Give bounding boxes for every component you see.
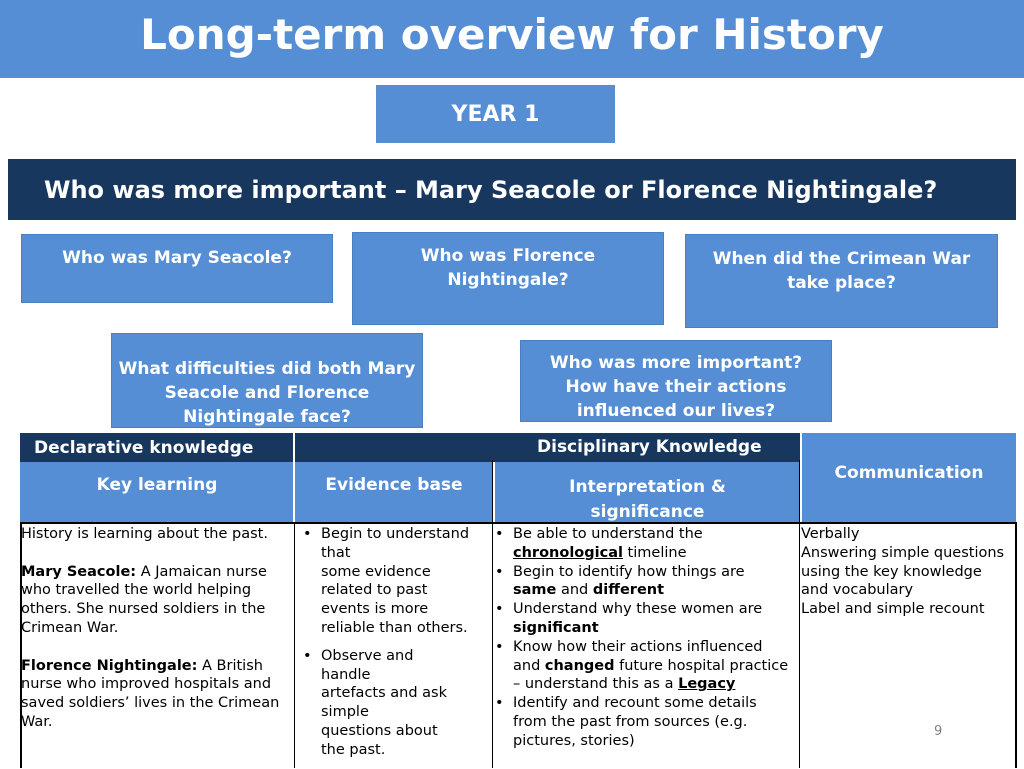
main-question: Who was more important – Mary Seacole or Florence Nightingale? [8, 159, 1016, 220]
key-learning-header: Key learning [20, 462, 294, 523]
evidence-line: • Observe and [321, 647, 414, 664]
question-line: When did the Crimean War [712, 249, 971, 269]
florence-nightingale-fact [21, 657, 291, 732]
key-learning-cell [21, 525, 291, 751]
column-divider [799, 460, 800, 768]
column-divider [294, 522, 295, 768]
interpretation-line [513, 581, 798, 600]
interpretation-line [513, 657, 798, 676]
evidence-line: related to past [321, 582, 428, 599]
question-box-florence-nightingale [352, 232, 664, 325]
interpretation-text: future hospital practice [614, 657, 789, 674]
interpretation-header [495, 462, 800, 523]
question-line: influenced our lives? [576, 401, 776, 421]
interpretation-text: and [513, 657, 545, 674]
communication-line: Answering simple questions [801, 544, 1005, 561]
interpretation-cell [492, 525, 798, 751]
question-line: Who was Mary Seacole? [62, 248, 292, 268]
interpretation-line [513, 619, 798, 638]
header-line: Interpretation & [569, 477, 726, 497]
communication-cell [801, 525, 1015, 619]
page-number: 9 [934, 724, 943, 739]
question-line: What difficulties did both Mary [118, 359, 416, 379]
interpretation-item [492, 563, 798, 601]
evidence-line: simple [321, 704, 369, 721]
question-line: Seacole and Florence [164, 383, 370, 403]
keyword-significant: significant [513, 619, 599, 636]
header-line: significance [590, 502, 705, 522]
interpretation-line [513, 544, 798, 563]
interpretation-item [492, 600, 798, 638]
evidence-line: events is more [321, 601, 429, 618]
question-box-difficulties [111, 333, 423, 428]
florence-label: Florence Nightingale: [21, 657, 198, 674]
interpretation-line: from the past from sources (e.g. [513, 713, 748, 730]
interpretation-line [513, 675, 798, 694]
question-line: Who was more important? [549, 353, 803, 373]
communication-line: Verbally [801, 526, 860, 542]
communication-header: Communication [800, 433, 1016, 523]
table-border [1015, 522, 1017, 768]
evidence-line: the past. [321, 741, 386, 758]
keyword-same: same [513, 582, 557, 599]
evidence-line: handle [321, 666, 371, 683]
interpretation-line: • Understand why these women are [513, 601, 763, 618]
evidence-item [300, 647, 492, 760]
page-title: Long-term overview for History [140, 10, 884, 59]
communication-line: Label and simple recount [801, 601, 985, 618]
table-border [20, 522, 1016, 524]
evidence-item [300, 525, 492, 638]
interpretation-line: • Identify and recount some details [513, 695, 757, 712]
interpretation-line: • Begin to identify how things are [513, 563, 745, 580]
interpretation-line: pictures, stories) [513, 732, 635, 749]
florence-text: A British nurse who improved hospitals and saved soldiers’ lives in the Crimean War. [21, 657, 280, 730]
question-line: Who was Florence [420, 246, 596, 266]
mary-seacole-fact [21, 563, 291, 638]
keyword-different: different [592, 582, 665, 599]
interpretation-item [492, 525, 798, 563]
question-line: How have their actions [565, 377, 787, 397]
year-label: YEAR 1 [376, 85, 615, 143]
interpretation-item [492, 694, 798, 750]
evidence-line: reliable than others. [321, 619, 468, 636]
evidence-base-header: Evidence base [295, 462, 493, 523]
disciplinary-knowledge-header: Disciplinary Knowledge [537, 437, 762, 457]
evidence-line: • Begin to understand [321, 526, 470, 542]
evidence-base-cell [300, 525, 492, 769]
mary-label: Mary Seacole: [21, 563, 137, 580]
header-divider [293, 433, 295, 523]
keyword-chronological: chronological [513, 544, 623, 561]
question-line: Nightingale? [447, 270, 569, 290]
interpretation-text: timeline [622, 544, 687, 561]
question-line: Nightingale face? [183, 407, 351, 427]
communication-line: using the key knowledge [801, 563, 982, 580]
evidence-line: artefacts and ask [321, 685, 447, 702]
keyword-legacy: Legacy [678, 676, 736, 693]
interpretation-item [492, 638, 798, 694]
interpretation-line: • Know how their actions influenced [513, 638, 763, 655]
communication-line: and vocabulary [801, 582, 914, 599]
question-box-mary-seacole [21, 234, 333, 303]
interpretation-text: – understand this as a [513, 676, 679, 693]
title-bar [0, 0, 1024, 78]
mary-text: A Jamaican nurse who travelled the world helping others. She nursed soldiers in the Crimean War. [21, 563, 267, 636]
keyword-changed: changed [544, 657, 615, 674]
evidence-line: questions about [321, 722, 438, 739]
question-box-crimean-war [685, 234, 998, 328]
evidence-line: that [321, 544, 351, 561]
key-learning-intro: History is learning about the past. [21, 526, 268, 542]
question-box-more-important [520, 340, 832, 422]
evidence-line: some evidence [321, 563, 431, 580]
interpretation-line: • Be able to understand the [513, 526, 703, 542]
interpretation-text: and [556, 582, 593, 599]
declarative-knowledge-header: Declarative knowledge [34, 438, 254, 458]
question-line: take place? [787, 273, 896, 293]
